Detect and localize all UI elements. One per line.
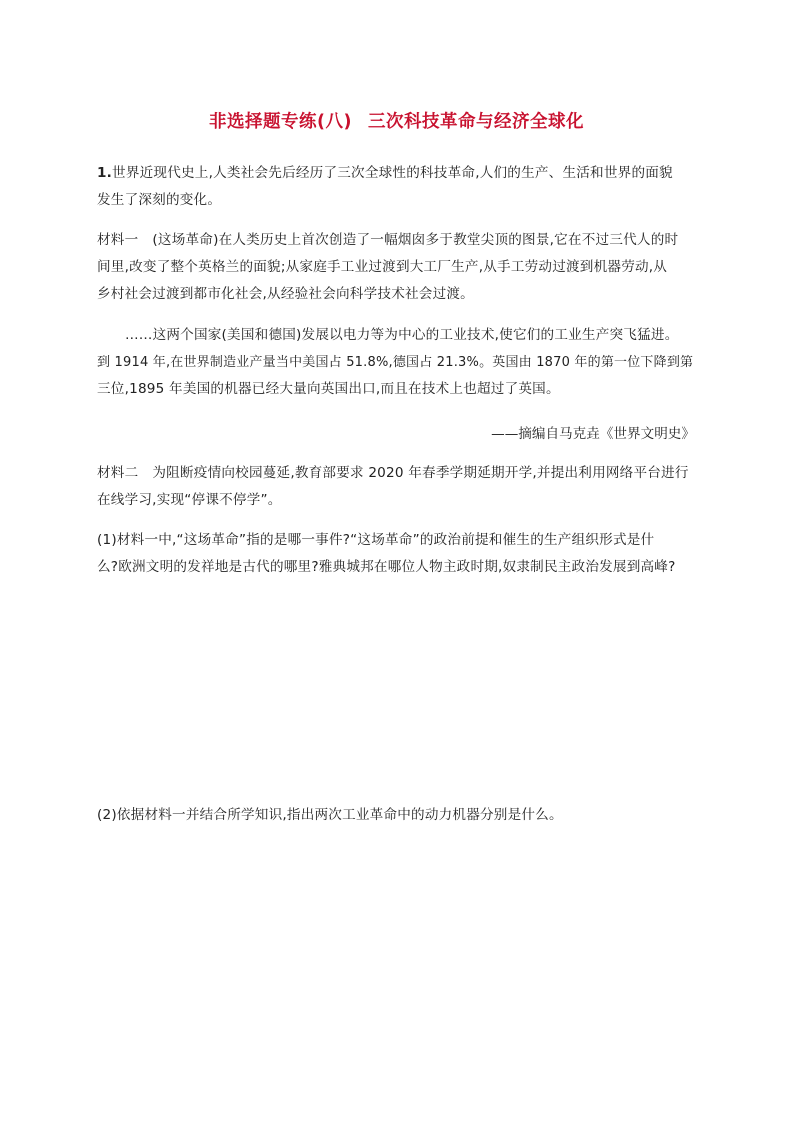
question-number: 1. bbox=[97, 165, 113, 181]
material-1-line-1: (这场革命)在人类历史上首次创造了一幅烟囱多于教堂尖顶的图景,它在不过三代人的时 bbox=[152, 232, 679, 248]
page-title bbox=[0, 108, 793, 133]
material-1b-line-3: 三位,1895 年美国的机器已经大量向英国出口,而且在技术上也超过了英国。 bbox=[97, 381, 560, 397]
material-1-paragraph-2 bbox=[97, 322, 695, 403]
sub-question-1 bbox=[97, 527, 695, 581]
material-2-label: 材料二 bbox=[97, 465, 139, 481]
material-1-line-2: 间里,改变了整个英格兰的面貌;从家庭手工业过渡到大工厂生产,从手工劳动过渡到机器劳动,从 bbox=[97, 259, 668, 275]
sub-question-2 bbox=[97, 802, 695, 829]
sub-question-1-line-2: 么?欧洲文明的发祥地是古代的哪里?雅典城邦在哪位人物主政时期,奴隶制民主政治发展到高峰? bbox=[97, 559, 676, 575]
material-1-label: 材料一 bbox=[97, 232, 139, 248]
sub-question-2-line-1: (2)依据材料一并结合所学知识,指出两次工业革命中的动力机器分别是什么。 bbox=[97, 807, 563, 823]
title-part2: 三次科技革命与经济全球化 bbox=[368, 112, 584, 132]
question-1-line-2: 发生了深刻的变化。 bbox=[97, 192, 222, 208]
material-2-paragraph bbox=[97, 460, 695, 514]
question-1-line-1: 世界近现代史上,人类社会先后经历了三次全球性的科技革命,人们的生产、生活和世界的面貌 bbox=[112, 165, 673, 181]
material-1b-line-2: 到 1914 年,在世界制造业产量当中美国占 51.8%,德国占 21.3%。英国由 1870 年的第一位下降到第 bbox=[97, 355, 694, 370]
material-2-line-1: 为阻断疫情向校园蔓延,教育部要求 2020 年春季学期延期开学,并提出利用网络平台进行 bbox=[152, 465, 689, 481]
material-1b-line-1: ……这两个国家(美国和德国)发展以电力等为中心的工业技术,使它们的工业生产突飞猛进。 bbox=[125, 327, 679, 343]
question-1-stem bbox=[97, 160, 695, 214]
material-2-line-2: 在线学习,实现“停课不停学”。 bbox=[97, 492, 282, 508]
sub-question-1-line-1: (1)材料一中,“这场革命”指的是哪一事件?“这场革命”的政治前提和催生的生产组织形式是什 bbox=[97, 532, 655, 548]
material-1-paragraph-1 bbox=[97, 227, 695, 308]
material-1-line-3: 乡村社会过渡到都市化社会,从经验社会向科学技术社会过渡。 bbox=[97, 286, 474, 302]
material-1-source: ——摘编自马克垚《世界文明史》 bbox=[491, 426, 695, 442]
title-part1: 非选择题专练(八) bbox=[209, 112, 352, 132]
